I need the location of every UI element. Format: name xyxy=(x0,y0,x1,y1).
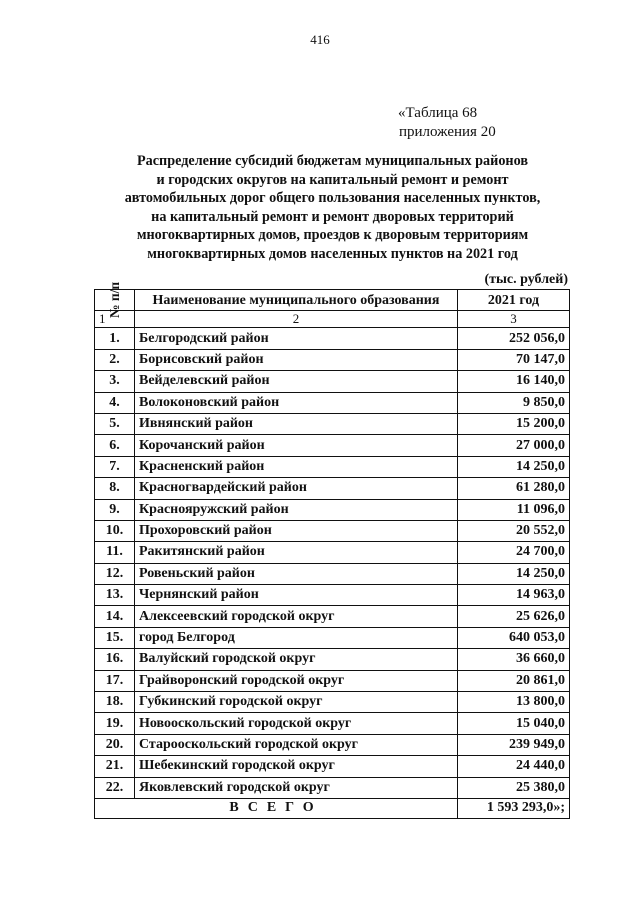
municipality-name: Ровеньский район xyxy=(135,563,458,584)
row-number: 22. xyxy=(95,777,135,798)
row-number: 16. xyxy=(95,649,135,670)
row-number: 10. xyxy=(95,520,135,541)
table-row xyxy=(95,713,570,734)
row-number: 7. xyxy=(95,456,135,477)
table-row xyxy=(95,627,570,648)
subsidy-amount: 16 140,0 xyxy=(458,371,570,392)
municipality-name: Борисовский район xyxy=(135,349,458,370)
subsidy-amount: 13 800,0 xyxy=(458,692,570,713)
row-number: 5. xyxy=(95,413,135,434)
municipality-name: Алексеевский городской округ xyxy=(135,606,458,627)
row-number: 13. xyxy=(95,585,135,606)
municipality-name: Яковлевский городской округ xyxy=(135,777,458,798)
table-row xyxy=(95,520,570,541)
table-row xyxy=(95,499,570,520)
table-row xyxy=(95,606,570,627)
row-number: 15. xyxy=(95,627,135,648)
municipality-name: Новооскольский городской округ xyxy=(135,713,458,734)
municipality-name: Губкинский городской округ xyxy=(135,692,458,713)
subsidy-amount: 25 626,0 xyxy=(458,606,570,627)
row-number: 2. xyxy=(95,349,135,370)
municipality-name: город Белгород xyxy=(135,627,458,648)
row-number: 3. xyxy=(95,371,135,392)
subsidy-amount: 14 250,0 xyxy=(458,456,570,477)
municipality-name: Красногвардейский район xyxy=(135,478,458,499)
subsidy-amount: 24 700,0 xyxy=(458,542,570,563)
subsidy-amount: 25 380,0 xyxy=(458,777,570,798)
subsidy-amount: 15 200,0 xyxy=(458,413,570,434)
total-label: ВСЕГО xyxy=(95,798,458,818)
subsidy-amount: 70 147,0 xyxy=(458,349,570,370)
municipality-name: Ивнянский район xyxy=(135,413,458,434)
subsidy-amount: 14 963,0 xyxy=(458,585,570,606)
subsidy-amount: 640 053,0 xyxy=(458,627,570,648)
index-cell: 2 xyxy=(135,311,458,328)
table-caption xyxy=(398,104,496,142)
row-number: 19. xyxy=(95,713,135,734)
table-row xyxy=(95,734,570,755)
subsidy-table xyxy=(94,282,570,819)
municipality-name: Валуйский городской округ xyxy=(135,649,458,670)
header-num: № п/п xyxy=(95,290,135,311)
row-number: 14. xyxy=(95,606,135,627)
table-row xyxy=(95,371,570,392)
title-line: многоквартирных домов населенных пунктов на 2021 год xyxy=(147,245,518,262)
municipality-name: Шебекинский городской округ xyxy=(135,756,458,777)
caption-table-number: «Таблица 68 xyxy=(398,105,478,121)
units-label: (тыс. рублей) xyxy=(484,272,568,287)
subsidy-amount: 14 250,0 xyxy=(458,563,570,584)
total-amount: 1 593 293,0»; xyxy=(458,798,570,818)
municipality-name: Красненский район xyxy=(135,456,458,477)
row-number: 1. xyxy=(95,328,135,349)
title-line: многоквартирных домов, проездов к дворовым территориям xyxy=(136,227,529,243)
table-row xyxy=(95,328,570,349)
subsidy-amount: 239 949,0 xyxy=(458,734,570,755)
subsidy-amount: 27 000,0 xyxy=(458,435,570,456)
subsidy-amount: 15 040,0 xyxy=(458,713,570,734)
row-number: 18. xyxy=(95,692,135,713)
subsidy-amount: 9 850,0 xyxy=(458,392,570,413)
row-number: 21. xyxy=(95,756,135,777)
title-line: автомобильных дорог общего пользования населенных пунктов, xyxy=(124,190,541,206)
municipality-name: Грайворонский городской округ xyxy=(135,670,458,691)
index-cell: 1 xyxy=(95,311,135,328)
subsidy-amount: 36 660,0 xyxy=(458,649,570,670)
subsidy-amount: 61 280,0 xyxy=(458,478,570,499)
table-row xyxy=(95,435,570,456)
table-row xyxy=(95,563,570,584)
municipality-name: Краснояружский район xyxy=(135,499,458,520)
table-row xyxy=(95,456,570,477)
subsidy-amount: 20 861,0 xyxy=(458,670,570,691)
page-number: 416 xyxy=(310,32,330,47)
row-number: 20. xyxy=(95,734,135,755)
title-line: и городских округов на капитальный ремонт и ремонт xyxy=(156,171,509,188)
subsidy-amount: 20 552,0 xyxy=(458,520,570,541)
subsidy-amount: 11 096,0 xyxy=(458,499,570,520)
table-row xyxy=(95,756,570,777)
row-number: 17. xyxy=(95,670,135,691)
municipality-name: Ракитянский район xyxy=(135,542,458,563)
table-row xyxy=(95,413,570,434)
table-row xyxy=(95,670,570,691)
column-index-row xyxy=(95,311,570,328)
row-number: 9. xyxy=(95,499,135,520)
table-row xyxy=(95,542,570,563)
caption-appendix: приложения 20 xyxy=(399,124,496,140)
row-number: 4. xyxy=(95,392,135,413)
table-row xyxy=(95,349,570,370)
row-number: 12. xyxy=(95,563,135,584)
municipality-name: Прохоровский район xyxy=(135,520,458,541)
subsidy-amount: 252 056,0 xyxy=(458,328,570,349)
index-cell: 3 xyxy=(458,311,570,328)
row-number: 11. xyxy=(95,542,135,563)
row-number: 8. xyxy=(95,478,135,499)
header-name: Наименование муниципального образования xyxy=(135,290,458,311)
table-row xyxy=(95,692,570,713)
title-line: Распределение субсидий бюджетам муниципальных районов xyxy=(137,153,528,169)
title-line: на капитальный ремонт и ремонт дворовых территорий xyxy=(151,208,514,225)
subsidy-amount: 24 440,0 xyxy=(458,756,570,777)
municipality-name: Вейделевский район xyxy=(135,371,458,392)
municipality-name: Волоконовский район xyxy=(135,392,458,413)
table-row xyxy=(95,649,570,670)
header-year: 2021 год xyxy=(458,290,570,311)
total-row xyxy=(95,798,570,818)
municipality-name: Старооскольский городской округ xyxy=(135,734,458,755)
row-number: 6. xyxy=(95,435,135,456)
municipality-name: Корочанский район xyxy=(135,435,458,456)
table-row xyxy=(95,478,570,499)
municipality-name: Белгородский район xyxy=(135,328,458,349)
municipality-name: Чернянский район xyxy=(135,585,458,606)
document-title xyxy=(95,152,570,263)
table-row xyxy=(95,392,570,413)
table-row xyxy=(95,585,570,606)
header-row xyxy=(95,290,570,311)
table-row xyxy=(95,777,570,798)
